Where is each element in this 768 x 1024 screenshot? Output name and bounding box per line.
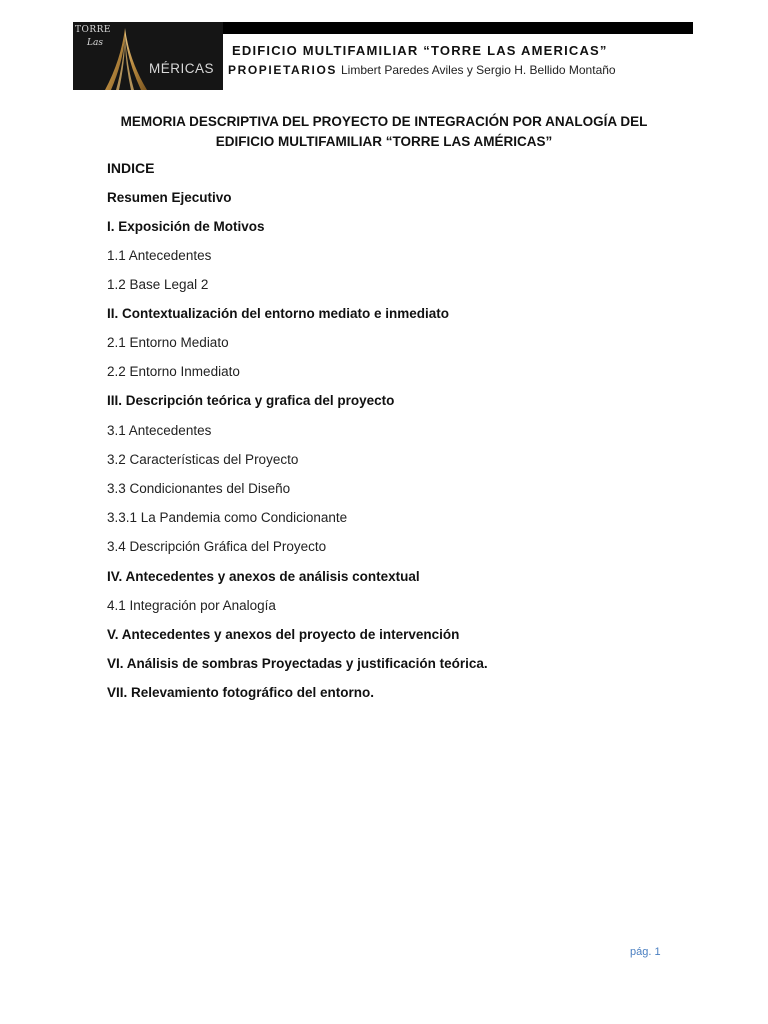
- document-title-line-2: EDIFICIO MULTIFAMILIAR “TORRE LAS AMÉRICAS”: [215, 134, 553, 149]
- toc-item: II. Contextualización del entorno mediato e inmediato: [107, 306, 450, 321]
- toc-item: 4.1 Integración por Analogía: [107, 598, 276, 613]
- toc-item: I. Exposición de Motivos: [107, 219, 265, 234]
- logo-text-mericas: MÉRICAS: [149, 61, 215, 76]
- document-title-line-1: MEMORIA DESCRIPTIVA DEL PROYECTO DE INTEGRACIÓN POR ANALOGÍA DEL: [120, 114, 648, 129]
- logo-text-las: Las: [87, 38, 103, 48]
- index-heading: INDICE: [107, 160, 155, 176]
- toc-item: 1.1 Antecedentes: [107, 248, 212, 263]
- toc-item: 1.2 Base Legal 2: [107, 277, 209, 292]
- page-number: pág. 1: [630, 946, 661, 958]
- toc-item: 3.4 Descripción Gráfica del Proyecto: [107, 539, 327, 554]
- toc-item: IV. Antecedentes y anexos de análisis contextual: [107, 569, 420, 584]
- toc-item: 2.1 Entorno Mediato: [107, 335, 229, 350]
- header-owners: [228, 63, 616, 77]
- header-bar: [222, 22, 693, 34]
- toc-item: V. Antecedentes y anexos del proyecto de intervención: [107, 627, 460, 642]
- toc-item: 3.1 Antecedentes: [107, 423, 212, 438]
- logo-text-torre: TORRE: [75, 25, 112, 35]
- owners-names: Limbert Paredes Aviles y Sergio H. Bellido Montaño: [341, 63, 616, 77]
- owners-label: PROPIETARIOS: [228, 63, 337, 77]
- toc-item: 3.3.1 La Pandemia como Condicionante: [107, 510, 348, 525]
- tower-logo-icon: [103, 28, 193, 90]
- document-title: [80, 112, 688, 152]
- toc-item: 3.2 Características del Proyecto: [107, 452, 299, 467]
- torre-las-americas-logo: [73, 22, 223, 90]
- toc-item: VII. Relevamiento fotográfico del entorno.: [107, 685, 375, 700]
- toc-item: 3.3 Condicionantes del Diseño: [107, 481, 291, 496]
- toc-item: VI. Análisis de sombras Proyectadas y justificación teórica.: [107, 656, 488, 671]
- toc-item: 2.2 Entorno Inmediato: [107, 364, 240, 379]
- toc-item: III. Descripción teórica y grafica del proyecto: [107, 393, 395, 408]
- header-title: EDIFICIO MULTIFAMILIAR “TORRE LAS AMERICAS”: [232, 43, 608, 58]
- toc-item: Resumen Ejecutivo: [107, 190, 232, 205]
